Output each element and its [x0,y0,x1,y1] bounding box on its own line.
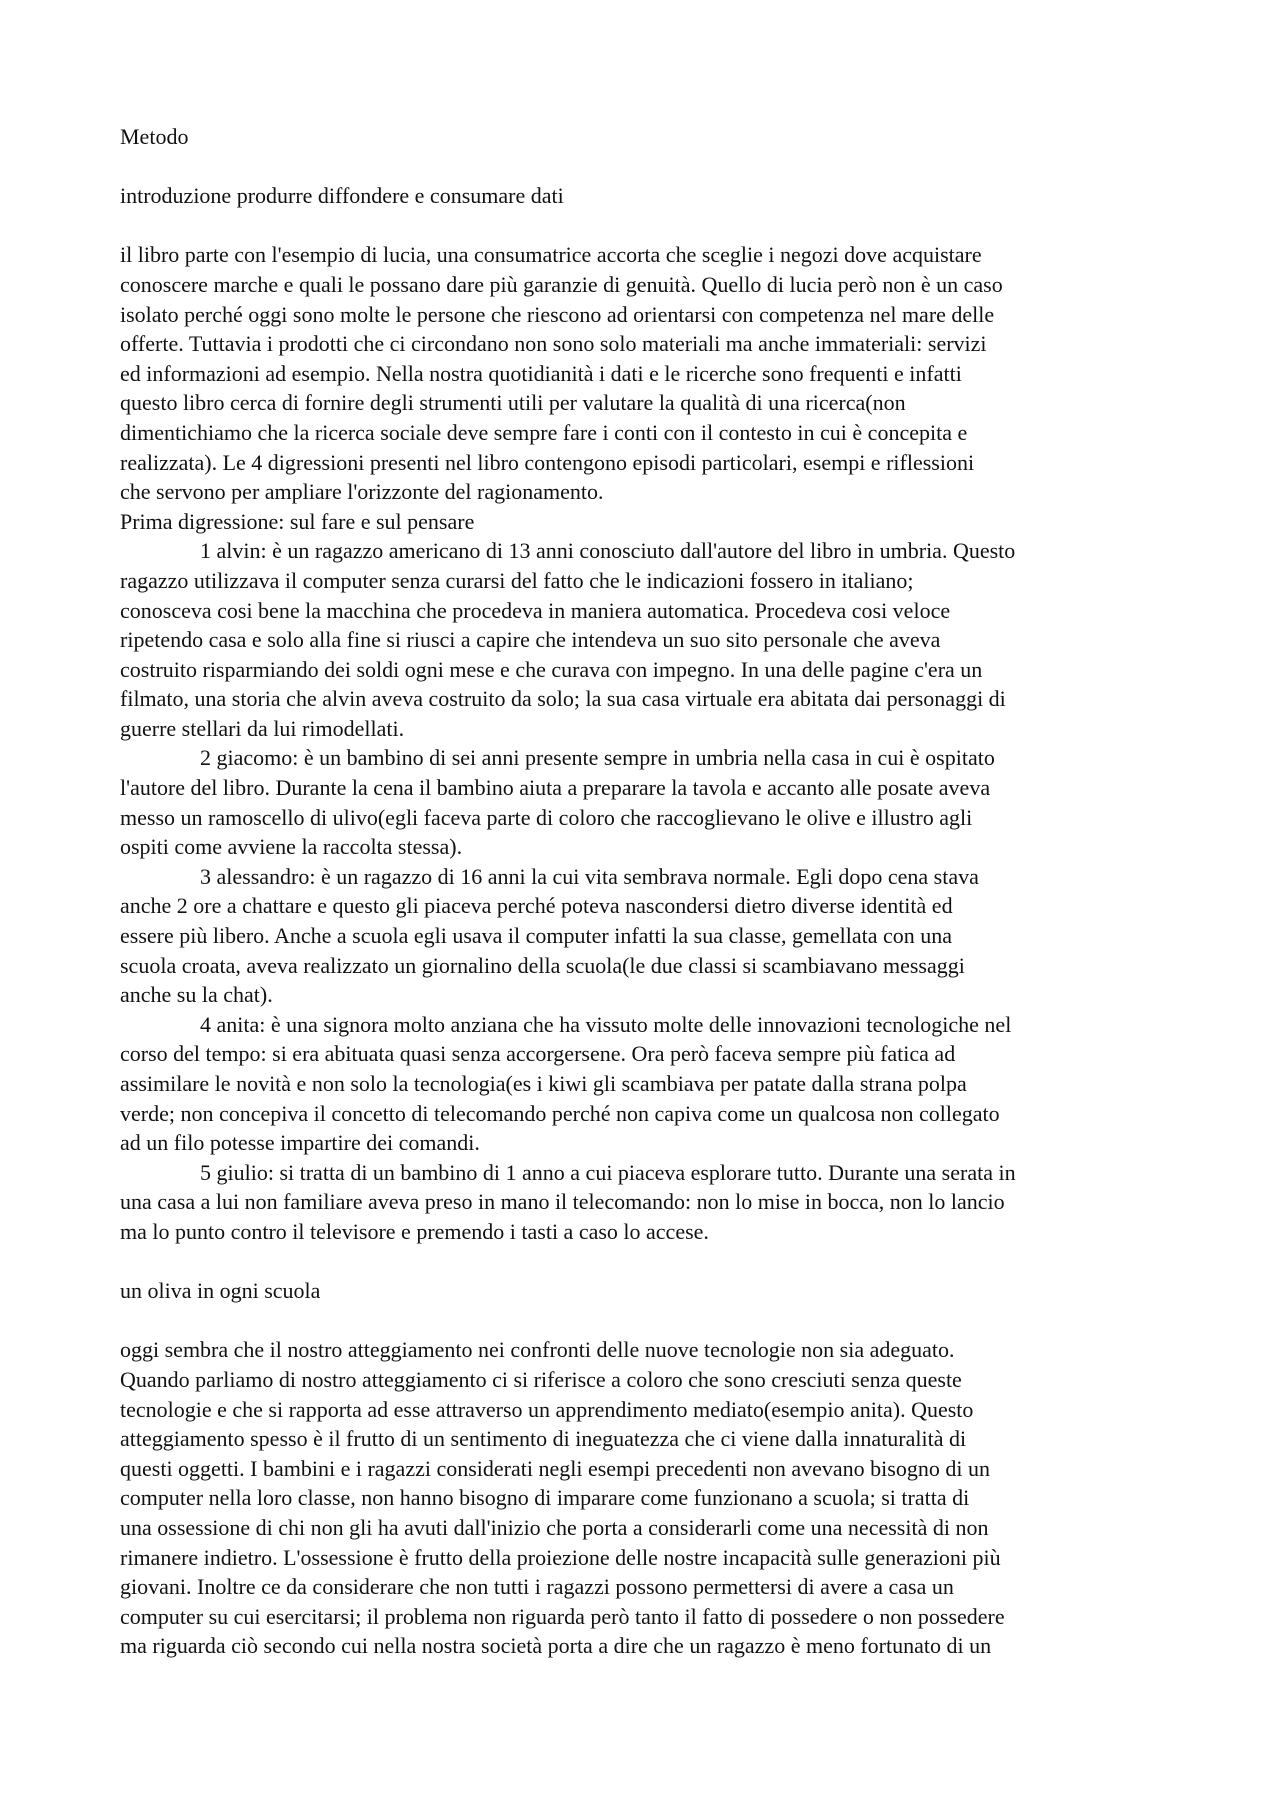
section-paragraph [120,1335,1170,1661]
text-line: scuola croata, aveva realizzato un giornalino della scuola(le due classi si scambiavano messaggi [120,952,965,978]
text-line: conosceva cosi bene la macchina che procedeva in maniera automatica. Procedeva cosi veloce [120,597,951,623]
spacer [120,152,1170,182]
text-line: isolato perché oggi sono molte le persone che riescono ad orientarsi con competenza nel mare delle [120,301,995,327]
document-page [120,122,1170,1661]
text-line: essere più libero. Anche a scuola egli usava il computer infatti la sua classe, gemellata con una [120,923,953,949]
text-line: 2 giacomo: è un bambino di sei anni presente sempre in umbria nella casa in cui è ospitato [200,745,995,771]
spacer [120,1306,1170,1336]
text-line: l'autore del libro. Durante la cena il bambino aiuta a preparare la tavola e accanto alle posate aveva [120,775,991,801]
intro-title: introduzione produrre diffondere e consumare dati [120,183,564,209]
text-line: questi oggetti. I bambini e i ragazzi considerati negli esempi precedenti non avevano bisogno di un [120,1455,990,1481]
document-heading: Metodo [120,124,189,149]
example-giulio [120,1158,1170,1247]
text-line: giovani. Inoltre ce da considerare che non tutti i ragazzi possono permettersi di avere a casa un [120,1574,954,1600]
intro-paragraph [120,240,1170,506]
text-line: assimilare le novità e non solo la tecnologia(es i kiwi gli scambiava per patate dalla strana polpa [120,1071,967,1096]
text-line: realizzata). Le 4 digressioni presenti nel libro contengono episodi particolari, esempi e riflessioni [120,449,975,475]
text-line: ed informazioni ad esempio. Nella nostra quotidianità i dati e le ricerche sono frequenti e infatti [120,360,962,386]
text-line: 4 anita: è una signora molto anziana che ha vissuto molte delle innovazioni tecnologiche nel [200,1011,1012,1037]
text-line: il libro parte con l'esempio di lucia, una consumatrice accorta che sceglie i negozi dove acquistare [120,242,982,268]
text-line: Quando parliamo di nostro atteggiamento ci si riferisce a coloro che sono cresciuti senza queste [120,1366,962,1392]
spacer [120,211,1170,241]
text-line: computer nella loro classe, non hanno bisogno di imparare come funzionano a scuola; si tratta di [120,1485,970,1511]
text-line: computer su cui esercitarsi; il problema non riguarda però tanto il fatto di possedere o non possedere [120,1603,1005,1629]
text-line: filmato, una storia che alvin aveva costruito da solo; la sua casa virtuale era abitata dai personaggi di [120,686,1006,712]
text-line: dimentichiamo che la ricerca sociale deve sempre fare i conti con il contesto in cui è concepita e [120,419,968,445]
text-line: messo un ramoscello di ulivo(egli faceva parte di coloro che raccoglievano le olive e illustro agli [120,804,973,830]
text-line: offerte. Tuttavia i prodotti che ci circondano non sono solo materiali ma anche immateriali: servizi [120,331,987,357]
text-line: che servono per ampliare l'orizzonte del ragionamento. [120,479,604,505]
text-line: ad un filo potesse impartire dei comandi. [120,1130,480,1156]
text-line: ma riguarda ciò secondo cui nella nostra società porta a dire che un ragazzo è meno fortunato di un [120,1633,992,1659]
text-line: ripetendo casa e solo alla fine si riusci a capire che intendeva un suo sito personale che aveva [120,627,941,653]
example-anita [120,1010,1170,1158]
text-line: una casa a lui non familiare aveva preso in mano il telecomando: non lo mise in bocca, non lo lancio [120,1189,1005,1215]
text-line: oggi sembra che il nostro atteggiamento nei confronti delle nuove tecnologie non sia adeguato. [120,1337,955,1363]
text-line: conoscere marche e quali le possano dare più garanzie di genuità. Quello di lucia però non è un caso [120,271,1003,297]
text-line: anche su la chat). [120,982,273,1008]
text-line: verde; non concepiva il concetto di telecomando perché non capiva come un qualcosa non collegato [120,1100,1000,1126]
text-line: atteggiamento spesso è il frutto di un sentimento di ineguatezza che ci viene dalla innaturalità di [120,1426,967,1452]
text-line: anche 2 ore a chattare e questo gli piaceva perché poteva nascondersi dietro diverse identità ed [120,893,953,919]
text-line: corso del tempo: si era abituata quasi senza accorgersene. Ora però faceva sempre più fatica ad [120,1041,956,1067]
text-line: rimanere indietro. L'ossessione è frutto della proiezione delle nostre incapacità sulle generazioni più [120,1544,1001,1570]
spacer [120,1247,1170,1277]
example-alvin [120,536,1170,743]
text-line: ospiti come avviene la raccolta stessa). [120,834,463,860]
text-line: guerre stellari da lui rimodellati. [120,715,405,741]
example-giacomo [120,743,1170,861]
text-line: ragazzo utilizzava il computer senza curarsi del fatto che le indicazioni fossero in italiano; [120,567,914,593]
section-title: un oliva in ogni scuola [120,1278,321,1304]
text-line: 3 alessandro: è un ragazzo di 16 anni la cui vita sembrava normale. Egli dopo cena stava [200,863,979,889]
text-line: ma lo punto contro il televisore e premendo i tasti a caso lo accese. [120,1218,709,1244]
text-line: costruito risparmiando dei soldi ogni mese e che curava con impegno. In una delle pagine c'era un [120,656,983,682]
text-line: tecnologie e che si rapporta ad esse attraverso un apprendimento mediato(esempio anita). Questo [120,1396,974,1422]
text-line: 5 giulio: si tratta di un bambino di 1 anno a cui piaceva esplorare tutto. Durante una serata in [200,1159,1016,1185]
text-line: 1 alvin: è un ragazzo americano di 13 anni conosciuto dall'autore del libro in umbria. Questo [200,538,1016,564]
text-line: questo libro cerca di fornire degli strumenti utili per valutare la qualità di una ricerca(non [120,390,906,416]
example-alessandro [120,862,1170,1010]
text-line: una ossessione di chi non gli ha avuti dall'inizio che porta a considerarli come una necessità di non [120,1514,989,1540]
digression-title: Prima digressione: sul fare e sul pensare [120,508,475,534]
